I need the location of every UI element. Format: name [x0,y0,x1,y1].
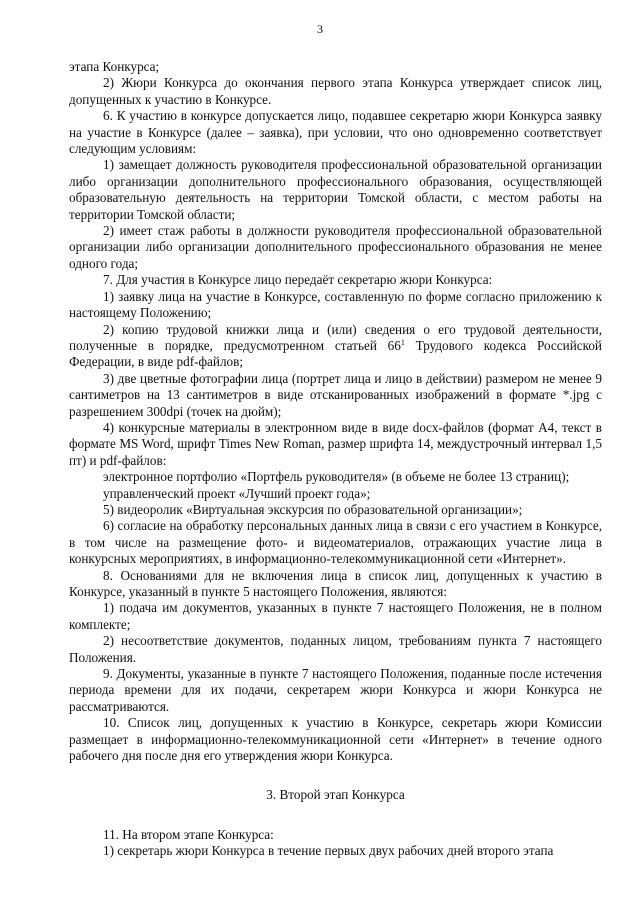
paragraph: 5) видеоролик «Виртуальная экскурсия по образовательной организации»; [103,501,523,517]
page-number: 3 [317,22,323,36]
paragraph-text: 2) копию трудовой книжки лица и (или) сведения о его трудовой деятельности, полученные в порядке, предусмотренном статьей 66 [69,321,602,353]
paragraph: 1) заявку лица на участие в Конкурсе, составленную по форме согласно приложению к настоящему Положению; [69,288,602,321]
paragraph: 7. Для участия в Конкурсе лицо передаёт секретарю жюри Конкурса: [103,272,493,288]
superscript: 1 [400,337,405,347]
paragraph: 1) секретарь жюри Конкурса в течение первых двух рабочих дней второго этапа [103,843,554,859]
paragraph: этапа Конкурса; [69,59,160,74]
paragraph: 1) подача им документов, указанных в пункте 7 настоящего Положения, не в полном комплекте; [69,600,602,632]
section-title: 3. Второй этап Конкурса [266,787,405,803]
paragraph: 6) согласие на обработку персональных данных лица в связи с его участием в Конкурсе, в том числе на размещение фото- и видеоматериалов, отражающих участие лица в конкурсных мероприятиях, в информационно-телекоммуникационной сети «Интернет». [69,518,602,567]
paragraph: 2) Жюри Конкурса до окончания первого этапа Конкурса утверждает список лиц, допущенных к участию в Конкурсе. [69,75,602,107]
paragraph-text: Трудового кодекса Российской Федерации, в виде pdf-файлов; [69,337,602,370]
paragraph [69,322,602,371]
paragraph: 8. Основаниями для не включения лица в список лиц, допущенных к участию в Конкурсе, указанный в пункте 5 настоящего Положения, являются: [69,567,602,599]
paragraph: 6. К участию в конкурсе допускается лицо, подавшее секретарю жюри Конкурса заявку на участие в Конкурсе (далее – заявка), при условии, что оно одновременно соответствует следующим условиям: [69,108,602,157]
paragraph: 10. Список лиц, допущенных к участию в Конкурсе, секретарь жюри Комиссии размещает в информационно-телекоммуникационной сети «Интернет» в течение одного рабочего дня после дня его утверждения жюри Конкурса. [69,715,602,764]
paragraph: 11. На втором этапе Конкурса: [103,826,274,842]
list-item: управленческий проект «Лучший проект года»; [103,485,371,501]
paragraph: 2) имеет стаж работы в должности руководителя профессиональной образовательной организации либо организации дополнительного профессионального образования не менее одного года; [69,223,602,271]
paragraph: 4) конкурсные материалы в электронном виде в виде docx-файлов (формат А4, текст в формате MS Word, шрифт Times New Roman, размер шрифта 14, междустрочный интервал 1,5 пт) и pdf-файлов: [69,419,602,468]
paragraph: 9. Документы, указанные в пункте 7 настоящего Положения, поданные после истечения периода времени для их подачи, секретарем жюри Конкурса и жюри Конкурса не рассматриваются. [69,666,602,714]
paragraph: 3) две цветные фотографии лица (портрет лица и лицо в действии) размером не менее 9 сантиметров на 13 сантиметров в виде отсканированных изображений в формате *.jpg с разрешением 300dpi (точек на дюйм); [69,370,602,419]
paragraph: 2) несоответствие документов, поданных лицом, требованиям пункта 7 настоящего Положения. [69,633,602,665]
document-body [69,59,602,860]
paragraph: 1) замещает должность руководителя профессиональной образовательной организации либо организации дополнительного профессионального образования, осуществляющей образовательную деятельность на территории Томской области, с местом работы на территории Томской области; [69,157,602,222]
list-item: электронное портфолио «Портфель руководителя» (в объеме не более 13 страниц); [103,469,570,485]
